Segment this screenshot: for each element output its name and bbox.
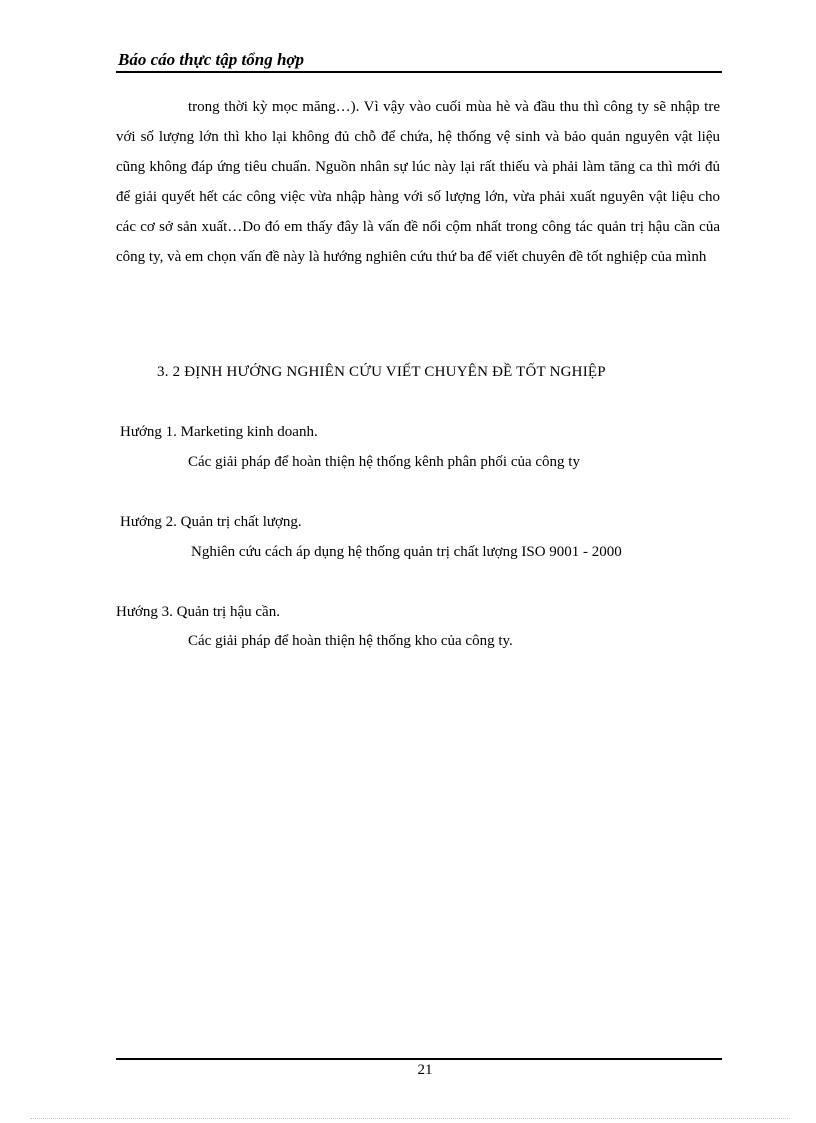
section-heading: 3. 2 ĐỊNH HƯỚNG NGHIÊN CỨU VIẾT CHUYÊN ĐỀ TỐT NGHIỆP bbox=[157, 364, 606, 380]
body-paragraph-text: trong thời kỳ mọc măng…). Vì vậy vào cuối mùa hè và đầu thu thì công ty sẽ nhập tre với số lượng lớn thì kho lại không đủ chỗ để chứa, hệ thống vệ sinh và bảo quản nguyên vật liệu cũng không đáp ứng tiêu chuẩn. Nguồn nhân sự lúc này lại rất thiếu và phải làm tăng ca thì mới đủ để giải quyết hết các công việc vừa nhập hàng với số lượng lớn, vừa phải xuất nguyên vật liệu cho các cơ sở sản xuất…Do đó em thấy đây là vấn đề nổi cộm nhất trong công tác quản trị hậu cần của công ty, và em chọn vấn đề này là hướng nghiên cứu thứ ba để viết chuyên đề tốt nghiệp của mình bbox=[116, 99, 720, 265]
page-number: 21 bbox=[417, 1062, 433, 1078]
direction-3-description: Các giải pháp để hoàn thiện hệ thống kho của công ty. bbox=[188, 633, 513, 649]
header-divider bbox=[116, 71, 722, 73]
footer-divider bbox=[116, 1058, 722, 1060]
direction-1-title: Hướng 1. Marketing kinh doanh. bbox=[120, 424, 318, 440]
direction-2-title: Hướng 2. Quản trị chất lượng. bbox=[120, 514, 302, 530]
direction-2-description: Nghiên cứu cách áp dụng hệ thống quản trị chất lượng ISO 9001 - 2000 bbox=[191, 544, 622, 560]
direction-3-title: Hướng 3. Quản trị hậu cần. bbox=[116, 604, 280, 620]
direction-1-description: Các giải pháp để hoàn thiện hệ thống kênh phân phối của công ty bbox=[188, 454, 580, 470]
body-paragraph bbox=[116, 92, 720, 272]
page-edge-dots bbox=[30, 1118, 790, 1119]
header-title: Báo cáo thực tập tổng hợp bbox=[118, 50, 305, 69]
